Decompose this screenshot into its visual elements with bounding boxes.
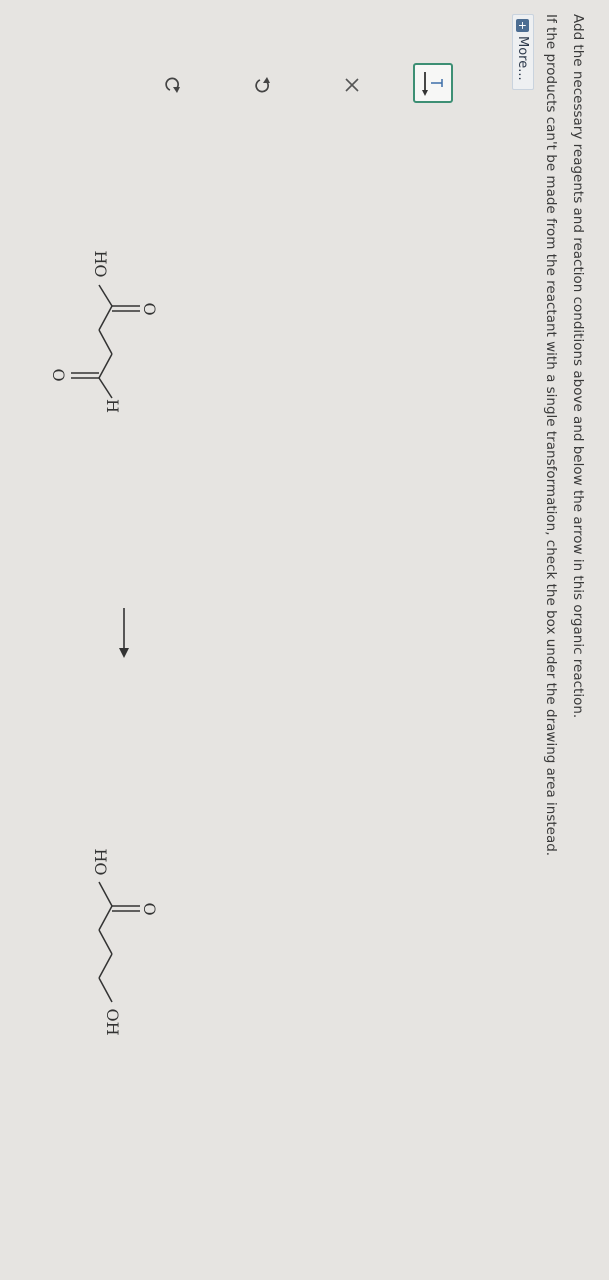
product-hydroxyl-left-label: HO (91, 848, 110, 876)
reactant-carbonyl-oxygen-top: O (140, 302, 159, 316)
product-carbonyl-oxygen: O (140, 902, 159, 916)
product-molecule (99, 882, 140, 1002)
plus-icon: + (516, 20, 530, 31)
reactant-molecule (71, 285, 140, 398)
more-button-label: More... (515, 36, 531, 81)
reaction-arrow[interactable] (119, 608, 129, 658)
reactant-hydroxyl-label: HO (91, 250, 110, 278)
instruction-line-2: If the products can't be made from the reactant with a single transformation, check the box under the drawing area instead. (543, 14, 559, 857)
reactant-carbonyl-oxygen-bottom: O (49, 368, 68, 382)
instruction-line-1: Add the necessary reagents and reaction conditions above and below the arrow in this organic reaction. (570, 14, 586, 719)
reactant-aldehyde-hydrogen: H (103, 399, 122, 413)
product-hydroxyl-right-label: OH (103, 1008, 122, 1036)
